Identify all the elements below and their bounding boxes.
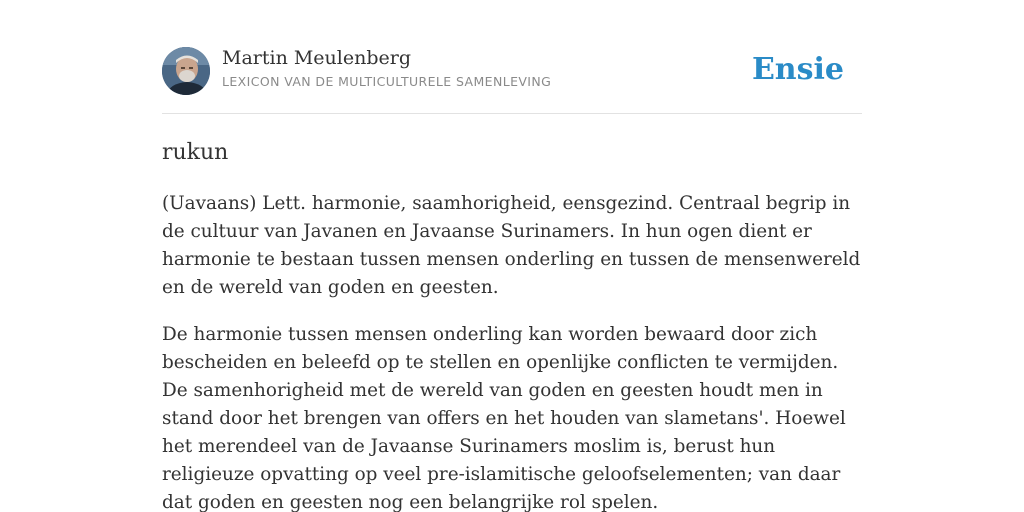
- entry-paragraph: (Uavaans) Lett. harmonie, saamhorigheid, eensgezind. Centraal begrip in de cultuur van Javanen en Javaanse Surinamers. In hun ogen dient er harmonie te bestaan tussen mensen onderling en tussen de mensenwereld en de wereld van goden en geesten.: [162, 193, 861, 298]
- author-name[interactable]: Martin Meulenberg: [222, 47, 411, 69]
- brand-logo[interactable]: Ensie: [751, 52, 844, 87]
- author-photo-icon: [162, 47, 210, 95]
- entry-title: rukun: [162, 140, 229, 165]
- entry-content: [162, 190, 864, 512]
- source-label[interactable]: LEXICON VAN DE MULTICULTURELE SAMENLEVING: [222, 74, 552, 89]
- author-avatar[interactable]: [162, 47, 210, 95]
- entry-paragraph: De harmonie tussen mensen onderling kan worden bewaard door zich bescheiden en beleefd op te stellen en openlijke conflicten te vermijden. De samenhorigheid met de wereld van goden en geesten houdt men in stand door het brengen van offers en het houden van slametans'. Hoewel het merendeel van de Javaanse Surinamers moslim is, berust hun religieuze opvatting op veel pre-islamitische geloofselementen; van daar dat goden en geesten nog een belangrijke rol spelen.: [162, 324, 846, 512]
- header-divider: [162, 113, 862, 114]
- header: [162, 46, 862, 96]
